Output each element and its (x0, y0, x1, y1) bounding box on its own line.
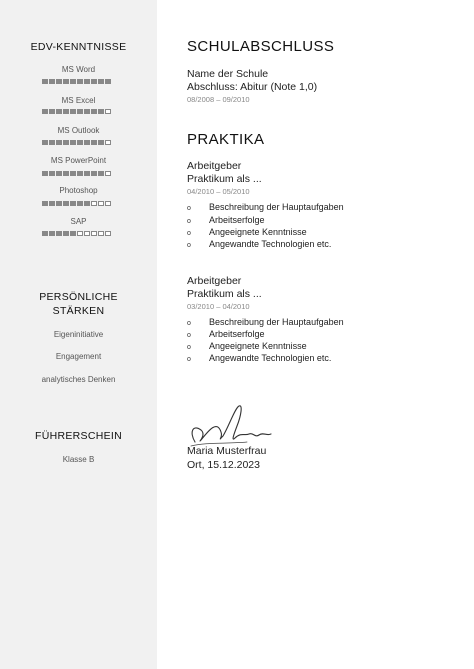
skill-segment-filled (63, 140, 69, 145)
skill-segment-filled (63, 171, 69, 176)
bullet-icon: o (187, 205, 191, 212)
signature-image (187, 402, 277, 450)
list-item-text: Angeeignete Kenntnisse (209, 341, 307, 351)
skill-segment-filled (84, 79, 90, 84)
skill-segment-empty (105, 109, 111, 114)
skill-segment-empty (105, 140, 111, 145)
list-item (187, 329, 265, 339)
skill-bar-word (42, 79, 111, 84)
sidebar (0, 0, 157, 669)
school-name: Name der Schule (187, 68, 269, 80)
skill-segment-empty (105, 171, 111, 176)
skill-segment-filled (49, 140, 55, 145)
skill-label-photoshop: Photoshop (59, 186, 98, 195)
skill-segment-empty (98, 231, 104, 236)
skill-segment-empty (84, 231, 90, 236)
skill-segment-filled (77, 201, 83, 206)
skill-label-word: MS Word (61, 65, 96, 74)
skill-segment-filled (70, 140, 76, 145)
skill-segment-filled (70, 109, 76, 114)
skill-segment-filled (84, 171, 90, 176)
skill-segment-filled (56, 231, 62, 236)
school-degree: Abschluss: Abitur (Note 1,0) (187, 81, 318, 93)
skill-segment-filled (49, 171, 55, 176)
skill-segment-filled (63, 231, 69, 236)
license-class: Klasse B (62, 455, 95, 464)
skill-segment-filled (77, 109, 83, 114)
list-item (187, 317, 344, 327)
skill-segment-empty (98, 201, 104, 206)
skill-segment-filled (91, 140, 97, 145)
skill-segment-filled (49, 79, 55, 84)
list-item (187, 341, 307, 351)
skill-segment-filled (42, 140, 48, 145)
internship-position: Praktikum als ... (187, 288, 262, 300)
skill-segment-filled (49, 201, 55, 206)
skill-segment-filled (63, 79, 69, 84)
place-date: Ort, 15.12.2023 (187, 459, 260, 471)
bullet-icon: o (187, 356, 191, 363)
skill-segment-filled (56, 109, 62, 114)
skill-segment-filled (42, 79, 48, 84)
list-item (187, 239, 331, 249)
bullet-icon: o (187, 344, 191, 351)
skill-segment-filled (70, 201, 76, 206)
skill-segment-filled (49, 231, 55, 236)
skill-label-excel: MS Excel (61, 96, 96, 105)
list-item (187, 215, 265, 225)
skill-segment-empty (91, 201, 97, 206)
list-item-text: Angeeignete Kenntnisse (209, 227, 307, 237)
bullet-icon: o (187, 242, 191, 249)
signature-name: Maria Musterfrau (187, 445, 267, 457)
strength-item: analytisches Denken (41, 375, 116, 384)
skill-segment-filled (56, 79, 62, 84)
skill-segment-filled (49, 109, 55, 114)
skill-segment-filled (56, 171, 62, 176)
list-item-text: Beschreibung der Hauptaufgaben (209, 202, 344, 212)
skill-segment-filled (56, 140, 62, 145)
edv-heading: EDV-KENNTNISSE (30, 41, 127, 53)
skill-segment-filled (84, 201, 90, 206)
skill-segment-filled (98, 171, 104, 176)
skill-segment-filled (91, 109, 97, 114)
skill-segment-filled (105, 79, 111, 84)
internship-dates: 03/2010 – 04/2010 (187, 302, 250, 311)
skill-segment-filled (56, 201, 62, 206)
strength-item: Engagement (55, 352, 102, 361)
skill-segment-filled (42, 231, 48, 236)
bullet-icon: o (187, 230, 191, 237)
bullet-icon: o (187, 320, 191, 327)
list-item-text: Beschreibung der Hauptaufgaben (209, 317, 344, 327)
skill-bar-powerpoint (42, 171, 111, 176)
skill-label-outlook: MS Outlook (57, 126, 100, 135)
skill-segment-filled (91, 79, 97, 84)
skill-segment-filled (77, 171, 83, 176)
bullet-icon: o (187, 332, 191, 339)
school-heading: SCHULABSCHLUSS (187, 38, 335, 55)
skill-segment-filled (77, 140, 83, 145)
skill-segment-filled (70, 171, 76, 176)
school-dates: 08/2008 – 09/2010 (187, 95, 250, 104)
skill-segment-empty (105, 201, 111, 206)
skill-bar-sap (42, 231, 111, 236)
list-item-text: Arbeitserfolge (209, 329, 265, 339)
skill-segment-filled (63, 109, 69, 114)
bullet-icon: o (187, 218, 191, 225)
list-item (187, 353, 331, 363)
skill-segment-empty (77, 231, 83, 236)
skill-label-sap: SAP (70, 217, 87, 226)
internship-dates: 04/2010 – 05/2010 (187, 187, 250, 196)
strengths-heading-line2: STÄRKEN (52, 305, 105, 317)
strength-item: Eigeninitiative (53, 330, 104, 339)
skill-segment-filled (98, 140, 104, 145)
license-heading: FÜHRERSCHEIN (34, 430, 123, 442)
skill-segment-filled (70, 79, 76, 84)
skill-segment-filled (42, 171, 48, 176)
skill-bar-photoshop (42, 201, 111, 206)
skill-segment-filled (77, 79, 83, 84)
list-item (187, 202, 344, 212)
internship-position: Praktikum als ... (187, 173, 262, 185)
skill-label-powerpoint: MS PowerPoint (50, 156, 107, 165)
skill-segment-empty (105, 231, 111, 236)
internships-heading: PRAKTIKA (187, 131, 265, 148)
skill-segment-filled (91, 171, 97, 176)
skill-segment-filled (42, 201, 48, 206)
list-item (187, 227, 307, 237)
list-item-text: Arbeitserfolge (209, 215, 265, 225)
skill-segment-filled (98, 109, 104, 114)
skill-segment-filled (70, 231, 76, 236)
internship-employer: Arbeitgeber (187, 275, 242, 287)
skill-bar-outlook (42, 140, 111, 145)
list-item-text: Angewandte Technologien etc. (209, 353, 332, 363)
skill-segment-filled (84, 109, 90, 114)
list-item-text: Angewandte Technologien etc. (209, 239, 332, 249)
internship-employer: Arbeitgeber (187, 160, 242, 172)
strengths-heading-line1: PERSÖNLICHE (39, 291, 118, 303)
skill-segment-filled (98, 79, 104, 84)
skill-bar-excel (42, 109, 111, 114)
skill-segment-empty (91, 231, 97, 236)
skill-segment-filled (84, 140, 90, 145)
skill-segment-filled (63, 201, 69, 206)
skill-segment-filled (42, 109, 48, 114)
